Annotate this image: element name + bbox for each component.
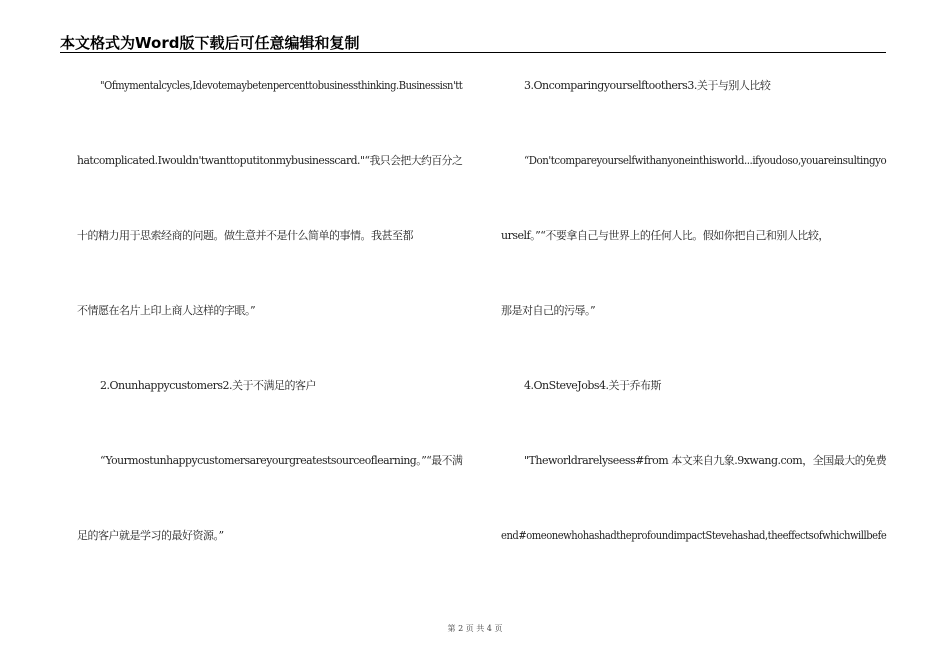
header-divider	[60, 52, 886, 53]
left-line-2: hatcomplicated.Iwouldn'twanttoputitonmybusinesscard."“我只会把大约百分之	[77, 154, 463, 167]
left-line-5: 2.Onunhappycustomers2.关于不满足的客户	[100, 379, 316, 392]
left-line-6: “Yourmostunhappycustomersareyourgreatestsourceoflearning。”“最不满	[100, 454, 463, 467]
right-line-5: 4.OnSteveJobs4.关于乔布斯	[524, 379, 662, 392]
page-number: 第 2 页 共 4 页	[447, 624, 503, 633]
right-line-4: 那是对自己的污辱。”	[501, 304, 596, 317]
right-line-6: "Theworldrarelyseess#from 本文来自九象.9xwang.com，全国最大的免费	[524, 454, 887, 467]
left-line-1: "Ofmymentalcycles,Idevotemaybetenpercenttobusinessthinking.Businessisn'tt	[100, 79, 463, 92]
right-line-1: 3.Oncomparingyourselftoothers3.关于与别人比较	[524, 79, 771, 92]
right-line-3: urself。”“不要拿自己与世界上的任何人比。假如你把自己和别人比较，	[501, 229, 829, 242]
left-line-4: 不情愿在名片上印上商人这样的字眼。”	[77, 304, 256, 317]
left-line-3: 十的精力用于思索经商的问题。做生意并不是什么简单的事情。我甚至都	[77, 229, 413, 242]
right-line-2: “Don'tcompareyourselfwithanyoneinthisworld...ifyoudoso,youareinsultingyo	[524, 154, 887, 167]
left-line-7: 足的客户就是学习的最好资源。”	[77, 529, 224, 542]
document-header-title: 本文格式为Word版下载后可任意编辑和复制	[60, 34, 360, 52]
right-line-7: end#omeonewhohashadtheprofoundimpactStevehashad,theeffectsofwhichwillbefe	[501, 529, 887, 542]
